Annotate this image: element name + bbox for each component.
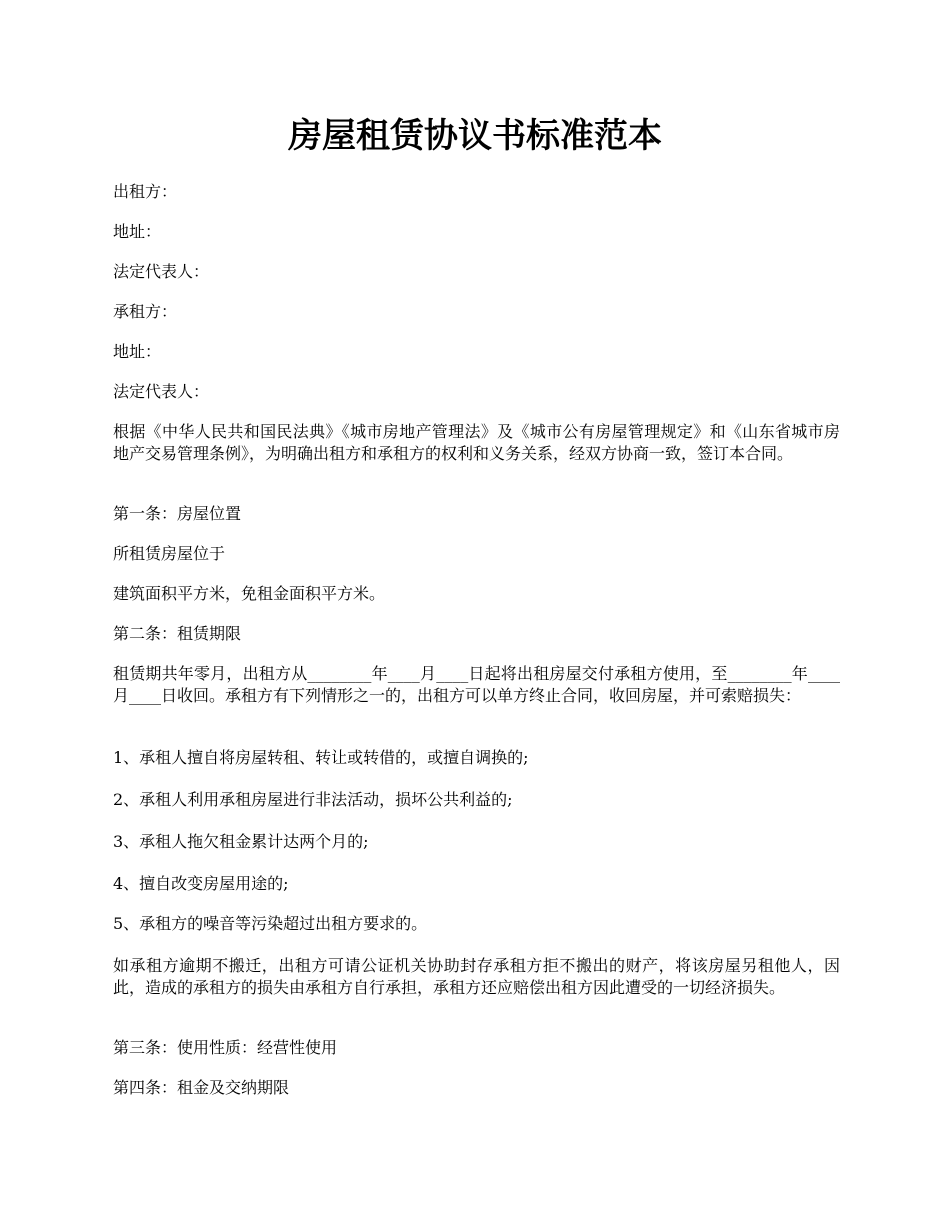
article-4-heading: 第四条：租金及交纳期限 <box>113 1078 290 1097</box>
termination-item-4: 4、擅自改变房屋用途的; <box>113 874 289 893</box>
lease-term-paragraph: 租赁期共年零月，出租方从________年____月____日起将出租房屋交付承租方使用，至________年____月____日收回。承租方有下列情形之一的，出租方可以单方终止合同，收回房屋，并可索赔损失： <box>113 664 840 705</box>
termination-item-3: 3、承租人拖欠租金累计达两个月的; <box>113 832 369 851</box>
lessor-address-label: 地址： <box>113 222 162 241</box>
document-title: 房屋租赁协议书标准范本 <box>288 116 662 156</box>
lessor-representative-label: 法定代表人： <box>113 262 210 281</box>
lessee-address-label: 地址： <box>113 342 162 361</box>
eviction-paragraph: 如承租方逾期不搬迁，出租方可请公证机关协助封存承租方拒不搬出的财产，将该房屋另租他人，因此，造成的承租方的损失由承租方自行承担，承租方还应赔偿出租方因此遭受的一切经济损失。 <box>113 956 840 997</box>
property-location-line: 所租赁房屋位于 <box>113 544 226 563</box>
preamble-paragraph: 根据《中华人民共和国民法典》《城市房地产管理法》及《城市公有房屋管理规定》和《山东省城市房地产交易管理条例》，为明确出租方和承租方的权利和义务关系，经双方协商一致，签订本合同。 <box>113 422 840 463</box>
termination-item-5: 5、承租方的噪音等污染超过出租方要求的。 <box>113 914 428 933</box>
lessor-label: 出租方： <box>113 182 178 201</box>
article-1-heading: 第一条：房屋位置 <box>113 504 242 523</box>
termination-item-1: 1、承租人擅自将房屋转租、转让或转借的，或擅自调换的; <box>113 748 529 767</box>
termination-item-2: 2、承租人利用承租房屋进行非法活动，损坏公共利益的; <box>113 790 513 809</box>
article-3-heading: 第三条：使用性质：经营性使用 <box>113 1038 338 1057</box>
lessee-representative-label: 法定代表人： <box>113 382 210 401</box>
lessee-label: 承租方： <box>113 302 178 321</box>
article-2-heading: 第二条：租赁期限 <box>113 624 242 643</box>
property-area-line: 建筑面积平方米，免租金面积平方米。 <box>113 584 386 603</box>
